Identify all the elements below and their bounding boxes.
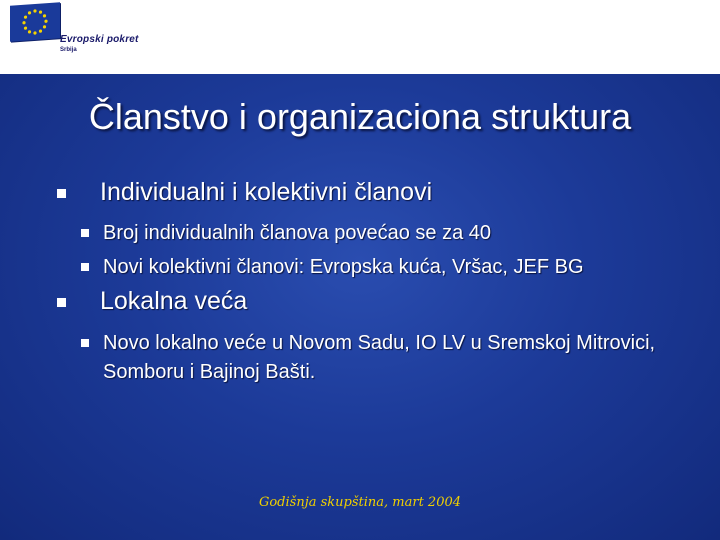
list-item-level1: Lokalna veća [100, 287, 248, 315]
eu-flag-icon [10, 2, 60, 41]
bullet-icon [57, 298, 66, 307]
logo-name: Evropski pokret [60, 34, 139, 45]
slide-title: Članstvo i organizaciona struktura [88, 96, 632, 137]
bullet-icon [57, 189, 66, 198]
list-item-level1: Individualni i kolektivni članovi [100, 178, 433, 206]
list-item-level2: Broj individualnih članova povećao se za 40 [103, 222, 492, 244]
logo-subtitle: Srbija [60, 47, 77, 53]
header-band [0, 0, 720, 74]
slide-footer: Godišnja skupština, mart 2004 [258, 495, 462, 510]
bullet-icon [81, 229, 89, 237]
bullet-icon [81, 263, 89, 271]
list-item-level2: Novi kolektivni članovi: Evropska kuća, Vršac, JEF BG [103, 256, 584, 278]
list-item-level2: Novo lokalno veće u Novom Sadu, IO LV u Sremskoj Mitrovici, Somboru i Bajinoj Bašti. [103, 332, 656, 383]
bullet-icon [81, 339, 89, 347]
